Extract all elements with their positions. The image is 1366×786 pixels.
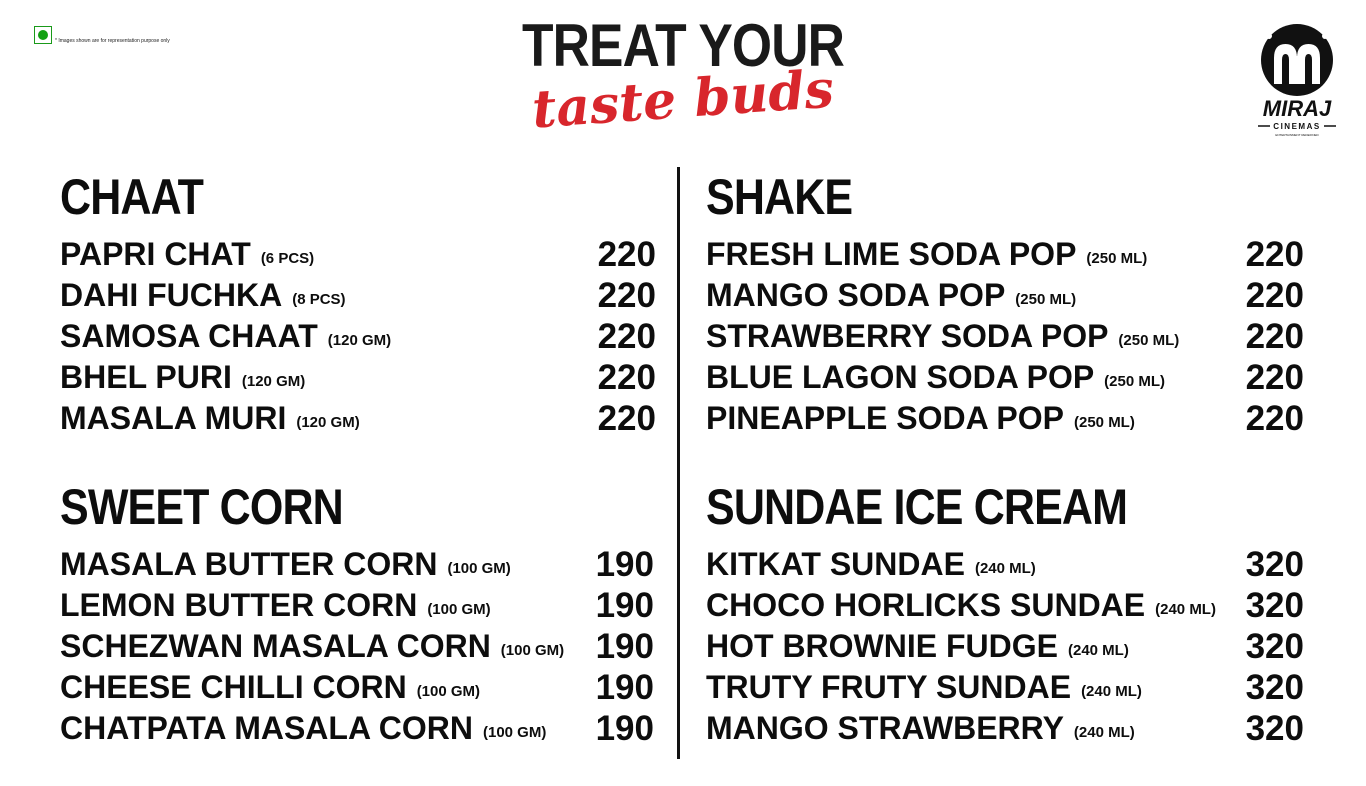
item-quantity: (240 ML): [1081, 683, 1142, 700]
header-title: TREAT YOUR: [521, 12, 845, 79]
item-name: TRUTY FRUTY SUNDAE: [706, 669, 1072, 705]
item-price: 220: [597, 276, 656, 315]
menu-item: [706, 585, 1304, 626]
menu-item: [60, 667, 654, 708]
menu-item: [706, 275, 1304, 316]
menu-item: [706, 708, 1304, 749]
item-quantity: (240 ML): [1067, 642, 1129, 659]
item-price: 320: [1245, 709, 1304, 748]
menu-item: [60, 357, 656, 398]
item-price: 220: [1245, 317, 1304, 356]
item-price: 190: [595, 627, 654, 666]
item-name: DAHI FUCHKA: [60, 277, 283, 313]
section-sweet-corn: [60, 479, 654, 749]
item-quantity: (100 GM): [500, 642, 565, 659]
veg-dot-icon: [38, 30, 48, 40]
section-title: SUNDAE ICE CREAM: [706, 479, 1128, 535]
item-name: BLUE LAGON SODA POP: [706, 359, 1095, 395]
menu-item: [706, 316, 1304, 357]
item-quantity: (6 PCS): [260, 250, 315, 267]
item-name: STRAWBERRY SODA POP: [706, 318, 1109, 354]
section-title: SWEET CORN: [60, 479, 343, 535]
item-price: 220: [1245, 399, 1304, 438]
item-quantity: (250 ML): [1074, 414, 1135, 431]
item-quantity: (240 ML): [1155, 601, 1216, 618]
logo-brand-name: MIRAJ: [1262, 96, 1332, 121]
item-quantity: (120 GM): [327, 332, 392, 349]
header-script-title: taste buds: [530, 58, 836, 141]
item-name: FRESH LIME SODA POP: [706, 236, 1077, 272]
item-price: 190: [595, 586, 654, 625]
item-price: 320: [1245, 545, 1304, 584]
item-name: SCHEZWAN MASALA CORN: [60, 628, 491, 664]
item-price: 320: [1245, 668, 1304, 707]
menu-item: [60, 585, 654, 626]
item-price: 320: [1245, 586, 1304, 625]
item-name: HOT BROWNIE FUDGE: [706, 628, 1058, 664]
menu-item: [60, 544, 654, 585]
column-divider: [677, 167, 680, 759]
section-title: CHAAT: [60, 169, 203, 225]
item-price: 220: [597, 399, 656, 438]
item-price: 220: [597, 358, 656, 397]
item-quantity: (250 ML): [1118, 332, 1180, 349]
item-quantity: (240 ML): [1073, 724, 1135, 741]
item-quantity: (250 ML): [1015, 291, 1077, 308]
item-quantity: (120 GM): [241, 373, 306, 390]
menu-item: [60, 708, 654, 749]
menu-item: [706, 544, 1304, 585]
item-name: CHATPATA MASALA CORN: [60, 710, 473, 746]
item-price: 190: [595, 545, 654, 584]
menu-item: [60, 398, 656, 439]
menu-item: [706, 234, 1304, 275]
item-name: MANGO STRAWBERRY: [706, 710, 1064, 746]
item-name: SAMOSA CHAAT: [60, 318, 318, 354]
disclaimer-text: * Images shown are for representation purpose only: [55, 38, 170, 44]
item-price: 190: [595, 668, 654, 707]
item-name: PAPRI CHAT: [60, 236, 251, 272]
item-price: 220: [1245, 235, 1304, 274]
menu-item: [60, 316, 656, 357]
item-quantity: (120 GM): [296, 414, 360, 431]
item-quantity: (100 GM): [416, 683, 481, 700]
menu-item: [60, 626, 654, 667]
item-name: MASALA BUTTER CORN: [60, 546, 438, 582]
item-name: BHEL PURI: [60, 359, 232, 395]
item-quantity: (100 GM): [427, 601, 491, 618]
item-price: 220: [597, 317, 656, 356]
section-shake: [706, 169, 1304, 439]
miraj-cinemas-logo: [1252, 22, 1342, 140]
section-title: SHAKE: [706, 169, 853, 225]
menu-item: [706, 626, 1304, 667]
item-quantity: (240 ML): [974, 560, 1036, 577]
section-sundae-ice-cream: [706, 479, 1304, 749]
item-name: LEMON BUTTER CORN: [60, 587, 418, 623]
item-name: PINEAPPLE SODA POP: [706, 400, 1064, 436]
item-name: MASALA MURI: [60, 400, 287, 436]
item-quantity: (100 GM): [447, 560, 511, 577]
menu-item: [706, 667, 1304, 708]
menu-item: [706, 398, 1304, 439]
item-name: CHEESE CHILLI CORN: [60, 669, 407, 705]
item-price: 220: [1245, 358, 1304, 397]
item-name: MANGO SODA POP: [706, 277, 1006, 313]
veg-indicator-icon: [34, 26, 52, 44]
menu-item: [60, 234, 656, 275]
item-quantity: (250 ML): [1086, 250, 1148, 267]
item-quantity: (100 GM): [482, 724, 547, 741]
menu-item: [60, 275, 656, 316]
item-name: CHOCO HORLICKS SUNDAE: [706, 587, 1146, 623]
item-quantity: (250 ML): [1104, 373, 1166, 390]
item-price: 190: [595, 709, 654, 748]
menu-item: [706, 357, 1304, 398]
item-price: 220: [1245, 276, 1304, 315]
logo-tagline: ENTERTAINMENT REDEFINED: [1275, 133, 1319, 137]
section-chaat: [60, 169, 656, 439]
item-price: 320: [1245, 627, 1304, 666]
item-price: 220: [597, 235, 656, 274]
logo-sub-name: CINEMAS: [1273, 122, 1321, 131]
item-name: KITKAT SUNDAE: [706, 546, 965, 582]
item-quantity: (8 PCS): [292, 291, 346, 308]
